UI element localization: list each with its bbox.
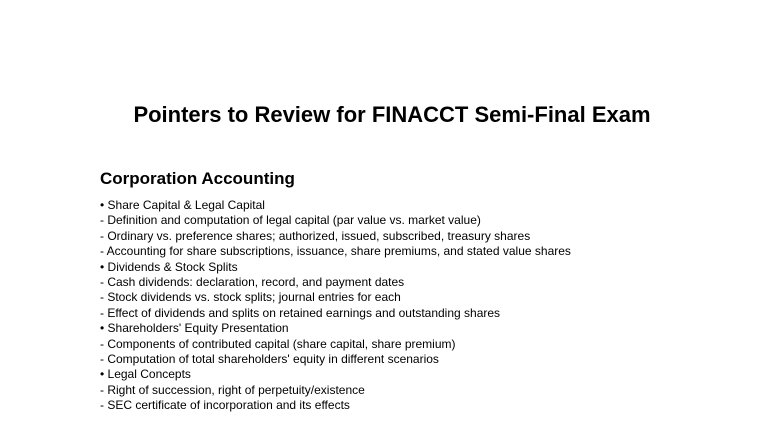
list-item: • Share Capital & Legal Capital xyxy=(100,198,265,212)
list-item: - Computation of total shareholders' equity in different scenarios xyxy=(100,352,439,367)
list-item: - Effect of dividends and splits on retained earnings and outstanding shares xyxy=(100,305,501,320)
list-item: - Cash dividends: declaration, record, and payment dates xyxy=(100,275,405,290)
list-item: - Ordinary vs. preference shares; authorized, issued, subscribed, treasury shares xyxy=(100,228,531,243)
list-item: • Dividends & Stock Splits xyxy=(100,259,238,274)
list-item: - Stock dividends vs. stock splits; journal entries for each xyxy=(100,290,401,305)
review-pointer-list xyxy=(100,198,571,414)
list-item: - Components of contributed capital (share capital, share premium) xyxy=(100,336,456,351)
list-item: - Definition and computation of legal capital (par value vs. market value) xyxy=(100,213,481,228)
document-title: Pointers to Review for FINACCT Semi-Final Exam xyxy=(133,102,651,127)
list-item: • Legal Concepts xyxy=(100,367,191,382)
list-item: - Accounting for share subscriptions, issuance, share premiums, and stated value shares xyxy=(100,244,571,259)
section-heading: Corporation Accounting xyxy=(100,169,295,188)
list-item: - SEC certificate of incorporation and its effects xyxy=(100,398,350,413)
list-item: - Right of succession, right of perpetuity/existence xyxy=(100,382,365,397)
list-item: • Shareholders' Equity Presentation xyxy=(100,321,289,336)
